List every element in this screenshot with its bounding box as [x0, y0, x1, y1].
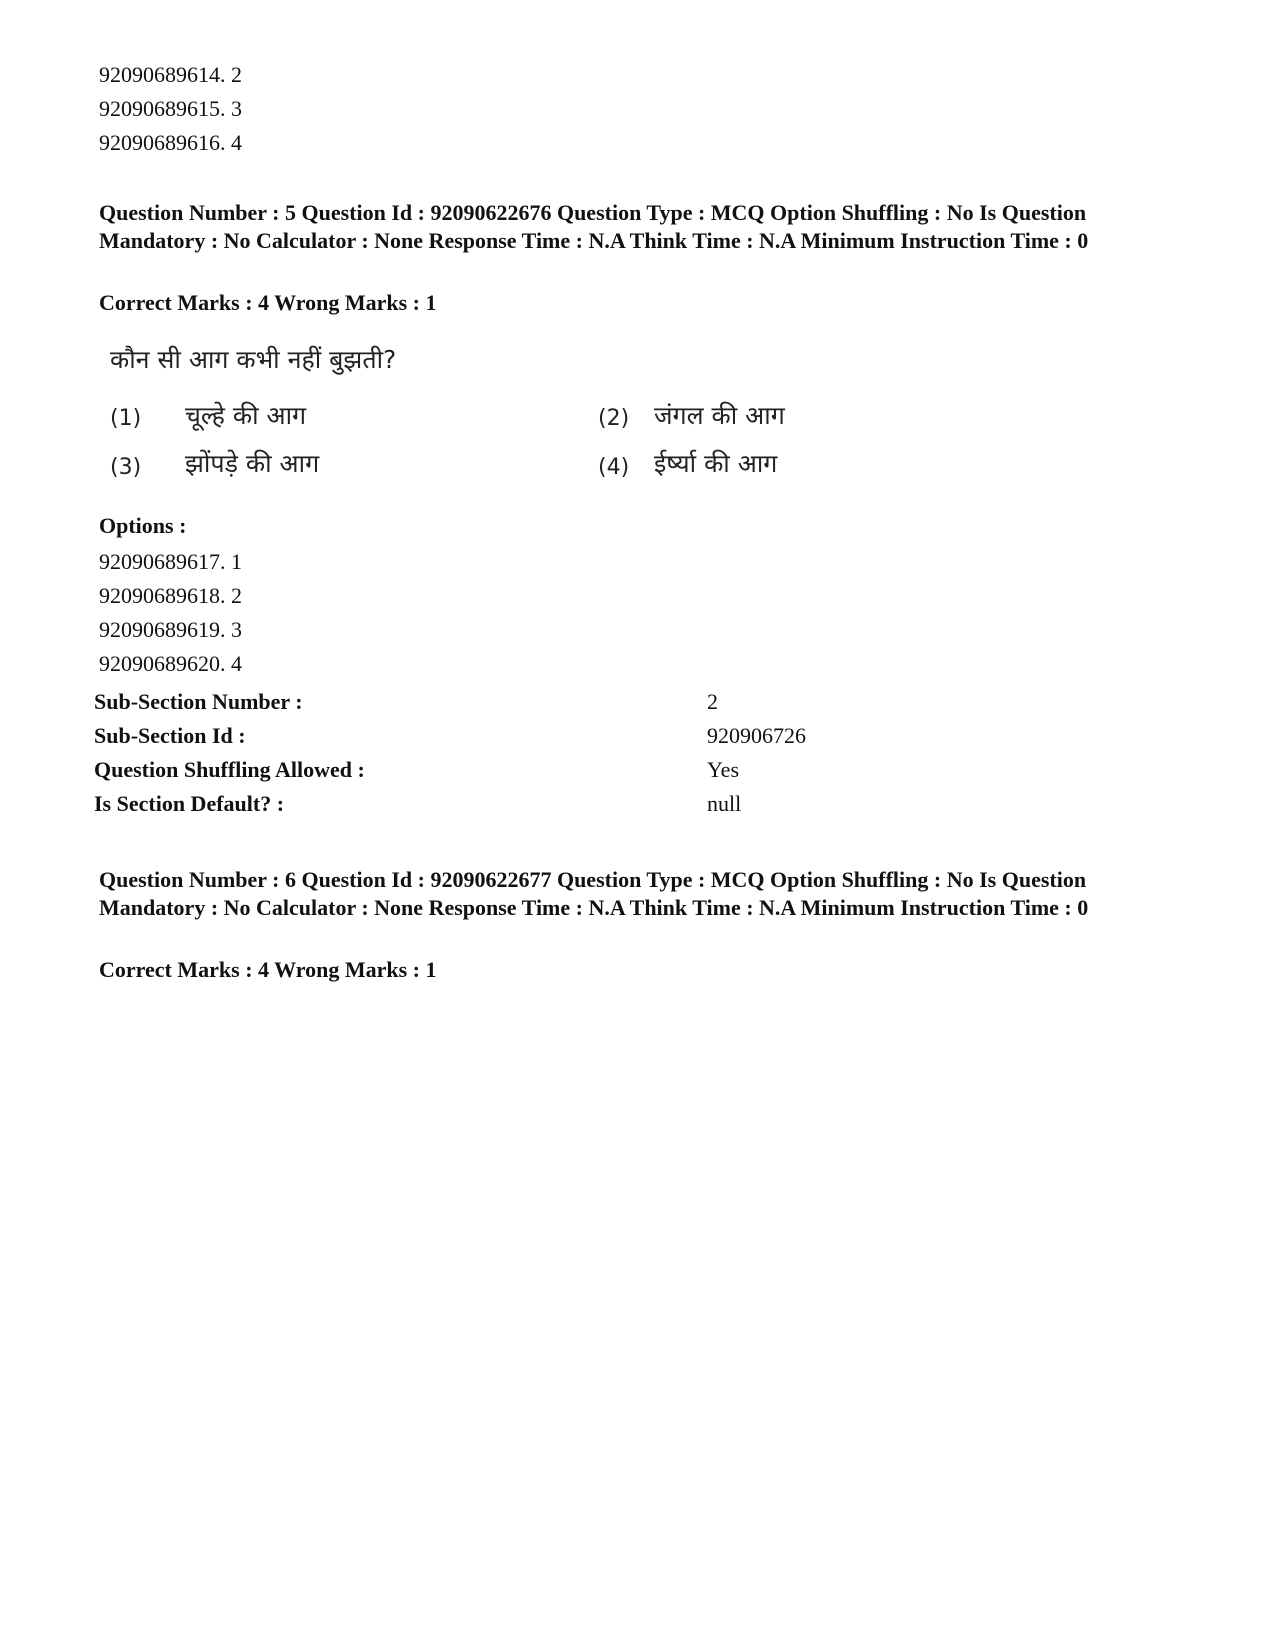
question-5-header: Question Number : 5 Question Id : 92090622676 Question Type : MCQ Option Shuffling : No Is Question Mandatory : No Calculator : None Response Time : N.A Think Time : N.A Minimum Instruction Time : 0	[99, 200, 1089, 253]
choice-2-number: (2)	[598, 406, 630, 431]
option-line: 92090689614. 2	[99, 62, 242, 87]
option-line: 92090689619. 3	[99, 617, 242, 642]
option-line: 92090689617. 1	[99, 549, 242, 574]
options-label: Options :	[99, 513, 187, 538]
option-line: 92090689618. 2	[99, 583, 242, 608]
subsection-id-value: 920906726	[707, 723, 806, 748]
choice-3-text: झोंपड़े की आग	[185, 449, 320, 478]
choice-1-text: चूल्हे की आग	[185, 401, 307, 430]
question-shuffling-value: Yes	[707, 757, 740, 782]
question-5-text: कौन सी आग कभी नहीं बुझती?	[110, 345, 397, 374]
choice-3-number: (3)	[110, 455, 142, 480]
choice-4-number: (4)	[598, 455, 630, 480]
choice-1-number: (1)	[110, 406, 142, 431]
section-default-value: null	[707, 791, 742, 816]
subsection-number-label: Sub-Section Number :	[94, 689, 303, 714]
question-shuffling-label: Question Shuffling Allowed :	[94, 757, 365, 782]
option-line: 92090689615. 3	[99, 96, 242, 121]
option-line: 92090689616. 4	[99, 130, 242, 155]
question-6-marks: Correct Marks : 4 Wrong Marks : 1	[99, 957, 437, 982]
choice-4-text: ईर्ष्या की आग	[654, 449, 778, 478]
question-5-marks: Correct Marks : 4 Wrong Marks : 1	[99, 290, 437, 315]
question-6-header: Question Number : 6 Question Id : 92090622677 Question Type : MCQ Option Shuffling : No Is Question Mandatory : No Calculator : None Response Time : N.A Think Time : N.A Minimum Instruction Time : 0	[99, 867, 1089, 920]
section-default-label: Is Section Default? :	[94, 791, 285, 816]
subsection-number-value: 2	[707, 689, 718, 714]
choice-2-text: जंगल की आग	[654, 401, 785, 430]
option-line: 92090689620. 4	[99, 651, 242, 676]
subsection-id-label: Sub-Section Id :	[94, 723, 246, 748]
